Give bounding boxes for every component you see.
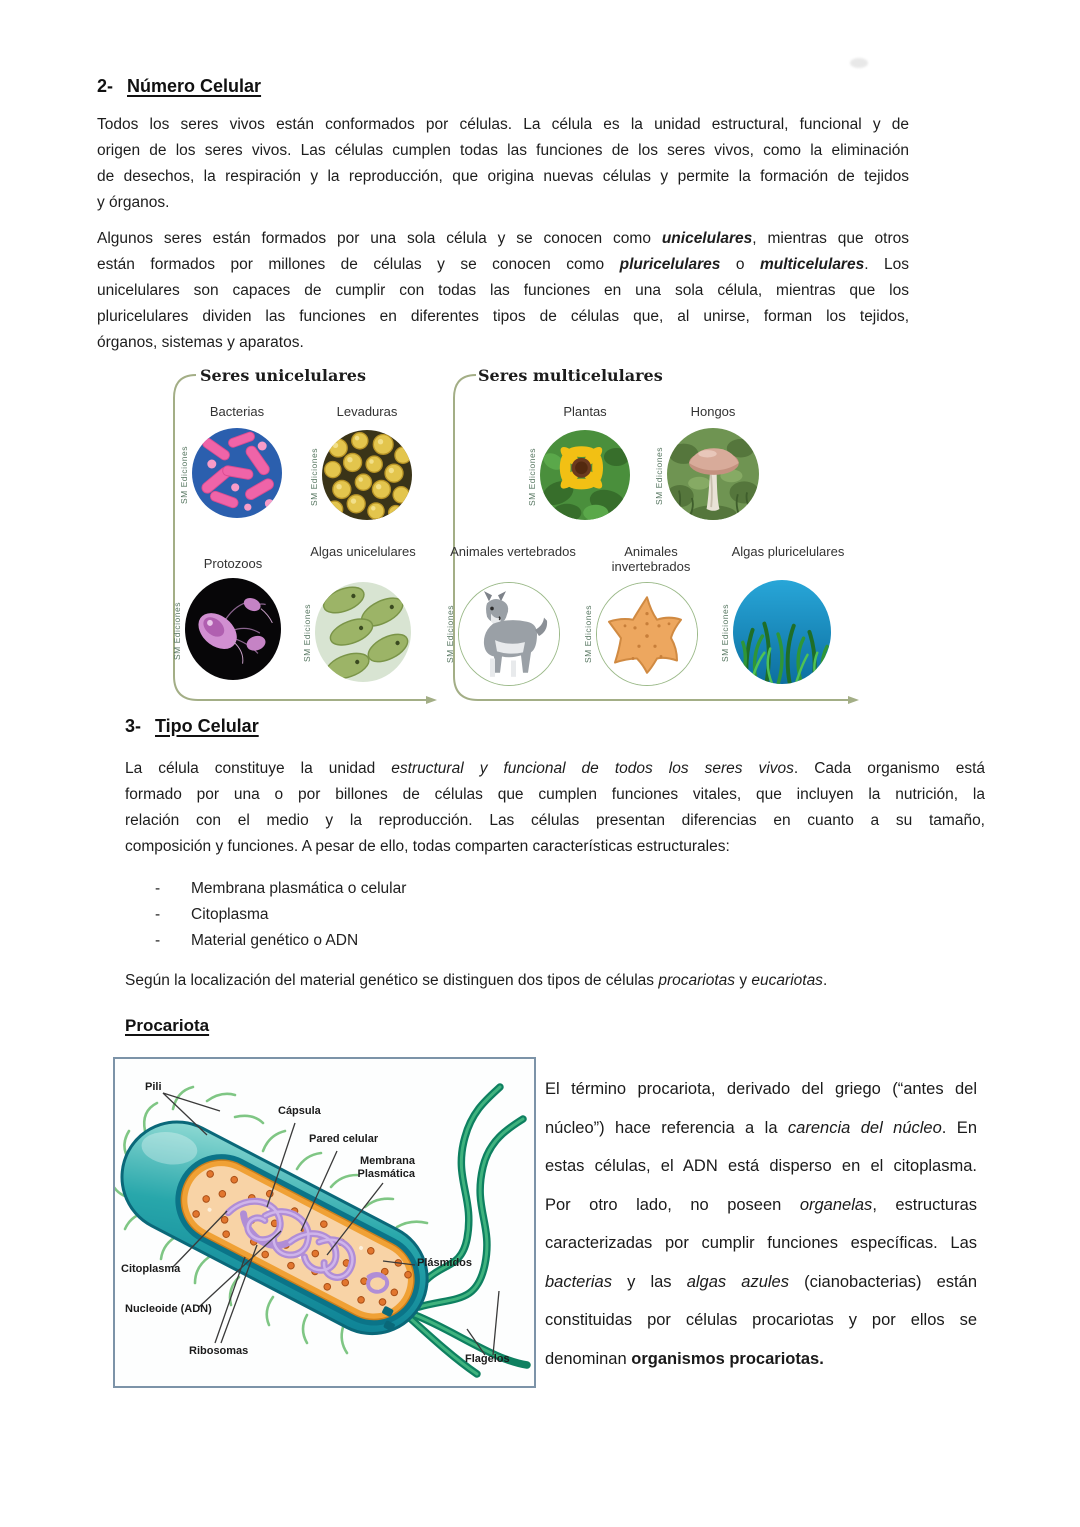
dog-art [459, 583, 559, 685]
paragraph-procariota: El término procariota, derivado del griego (“antes del núcleo”) hace referencia a la carencia del núcleo. En estas células, el ADN está disperso en el citoplasma. Por otro lado, no poseen organelas, estructuras caracterizadas por cumplir funciones específicas. Las bacterias y las algas azules (cianobacterias) están constituidas por células procariotas y por ellos se denominan organismos procariotas. [545, 1080, 977, 1368]
organism-image-algas-unicelulares [315, 582, 411, 682]
label-algas-unicelulares: Algas unicelulares [310, 544, 416, 559]
organism-image-protozoos [185, 578, 281, 680]
label-animales-invertebrados: Animales invertebrados [611, 544, 691, 574]
diagram-label-pili: Pili [145, 1081, 162, 1093]
paragraph-unicellular-multicellular: Algunos seres están formados por una sola célula y se conocen como unicelulares, mientras que otros están formados por millones de células y se conocen como pluricelulares o multicelulares. Los unicelulares son capaces de cumplir con todas las funciones en una sola célula, mientras que los pluricelulares dividen las funciones en diferentes tipos de células que, al unirse, forman los tejidos, órganos, sistemas y aparatos. [97, 230, 909, 351]
bacterias-art [192, 428, 282, 518]
section-2-number: 2- [97, 76, 114, 96]
watermark-levaduras: SM Ediciones [309, 448, 319, 506]
organism-image-levaduras [322, 430, 412, 520]
watermark-protozoos: SM Ediciones [172, 602, 182, 660]
label-protozoos: Protozoos [203, 556, 263, 571]
section-2-heading [97, 76, 261, 97]
diagram-label-membrana-line1: Membrana [359, 1155, 415, 1167]
label-hongos: Hongos [690, 404, 736, 419]
watermark-animales-invertebrados: SM Ediciones [583, 605, 593, 663]
paragraph-genetic-material: Según la localización del material genético se distinguen dos tipos de células procariotas y eucariotas. [125, 972, 828, 989]
bullet-text: Citoplasma [191, 906, 269, 923]
label-algas-pluricelulares: Algas pluricelulares [731, 544, 845, 559]
algas-unicelulares-art [315, 582, 411, 682]
label-levaduras: Levaduras [336, 404, 398, 419]
starfish-art [597, 583, 697, 685]
watermark-algas-unicelulares: SM Ediciones [302, 604, 312, 662]
bullet-text: Membrana plasmática o celular [191, 880, 407, 897]
section-2-title: Número Celular [127, 76, 262, 96]
prokaryote-cell-illustration [115, 1059, 534, 1386]
diagram-label-nucleoide: Nucleoide (ADN) [125, 1303, 212, 1315]
section-3-number: 3- [125, 716, 142, 736]
group-header-multicelulares: Seres multicelulares [478, 366, 663, 385]
section-3-heading [125, 716, 259, 737]
diagram-label-pared-celular: Pared celular [309, 1133, 379, 1145]
prokaryote-diagram [113, 1057, 536, 1388]
label-bacterias: Bacterias [209, 404, 265, 419]
diagram-label-ribosomas: Ribosomas [189, 1345, 249, 1357]
organism-image-bacterias [192, 428, 282, 518]
diagram-label-citoplasma: Citoplasma [121, 1263, 181, 1275]
organism-image-plantas [540, 430, 630, 520]
organism-image-animales-vertebrados [458, 582, 560, 686]
hongos-art [667, 428, 759, 520]
watermark-hongos: SM Ediciones [654, 447, 664, 505]
diagram-label-membrana-line2: Plasmática [357, 1168, 415, 1180]
cells-figure [0, 358, 1080, 710]
diagram-label-plasmidos: Plásmidos [417, 1257, 473, 1269]
diagram-label-flagelos: Flagelos [465, 1353, 510, 1365]
label-animales-vertebrados: Animales vertebrados [450, 544, 576, 559]
bullet-item [155, 876, 655, 902]
watermark-animales-vertebrados: SM Ediciones [445, 605, 455, 663]
watermark-bacterias: SM Ediciones [179, 446, 189, 504]
paragraph-cells-intro: Todos los seres vivos están conformados por células. La célula es la unidad estructural, funcional y de origen de los seres vivos. Las células cumplen todas las funciones de los seres vivos, como la eliminación de desechos, la respiración y la reproducción, que origina nuevas células y permite la formación de tejidos y órganos. [97, 116, 909, 211]
paragraph-cell-unit: La célula constituye la unidad estructural y funcional de todos los seres vivos. Cada organismo está formado por una o por billones de células que cumplen funciones vitales, que incluyen la nutrición, la relación con el medio y la reproducción. Las células presentan diferencias en cuanto a su tamaño, composición y funciones. A pesar de ello, todas comparten características estructurales: [125, 760, 985, 855]
procariota-title: Procariota [125, 1016, 210, 1035]
section-3-title: Tipo Celular [155, 716, 259, 736]
organism-image-hongos [667, 428, 759, 520]
bullet-text: Material genético o ADN [191, 932, 359, 949]
watermark-algas-pluricelulares: SM Ediciones [720, 604, 730, 662]
bullet-item [155, 928, 655, 954]
bullet-dash: - [155, 880, 161, 897]
protozoos-art [185, 578, 281, 680]
seaweed-art [733, 580, 831, 684]
scan-smudge [850, 58, 868, 68]
procariota-heading [125, 1016, 209, 1036]
levaduras-art [322, 430, 412, 520]
bullet-dash: - [155, 932, 161, 949]
bullet-list [155, 876, 655, 954]
watermark-plantas: SM Ediciones [527, 448, 537, 506]
group-header-unicelulares: Seres unicelulares [200, 366, 366, 385]
diagram-label-capsula: Cápsula [278, 1105, 321, 1117]
organism-image-algas-pluricelulares [733, 580, 831, 684]
plantas-art [540, 430, 630, 520]
bullet-item [155, 902, 655, 928]
bullet-dash: - [155, 906, 161, 923]
label-plantas: Plantas [563, 404, 607, 419]
diagram-label-membrana-plasmatica [340, 1155, 415, 1181]
organism-image-animales-invertebrados [596, 582, 698, 686]
